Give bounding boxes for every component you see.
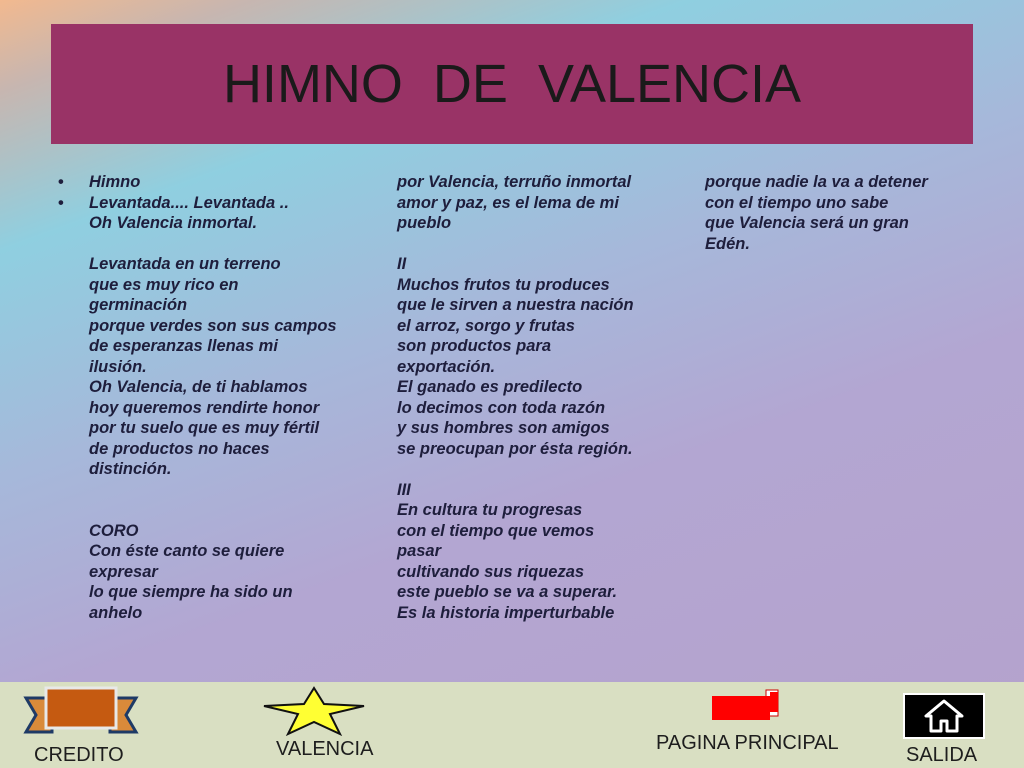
lyric-line: con el tiempo uno sabe bbox=[705, 193, 889, 212]
lyric-line: Himno bbox=[89, 173, 141, 191]
star-icon bbox=[262, 686, 366, 736]
lyric-line: anhelo bbox=[89, 603, 143, 622]
lyric-line: de productos no haces bbox=[89, 439, 270, 458]
credito-label[interactable]: CREDITO bbox=[34, 744, 124, 766]
lyric-line: el arroz, sorgo y frutas bbox=[397, 316, 575, 335]
verse-number: III bbox=[397, 480, 411, 499]
lyric-line: pasar bbox=[397, 542, 442, 560]
lyrics-column-1 bbox=[58, 172, 368, 623]
page-title: HIMNO DE VALENCIA bbox=[222, 54, 802, 114]
bullet-icon: • bbox=[58, 173, 64, 191]
lyric-line: Edén. bbox=[705, 234, 750, 253]
pagina-principal-label[interactable]: PAGINA PRINCIPAL bbox=[656, 732, 839, 754]
lyric-line: Es la historia imperturbable bbox=[397, 603, 615, 622]
lyric-line: pueblo bbox=[397, 214, 452, 232]
lyric-line: lo decimos con toda razón bbox=[397, 398, 606, 417]
valencia-button[interactable] bbox=[262, 686, 366, 736]
lyric-line: Oh Valencia, de ti hablamos bbox=[89, 378, 308, 396]
lyric-line: El ganado es predilecto bbox=[397, 378, 583, 396]
lyric-line: lo que siempre ha sido un bbox=[89, 583, 293, 601]
lyric-line: expresar bbox=[89, 562, 158, 581]
lyric-line: que le sirven a nuestra nación bbox=[397, 296, 634, 314]
lyric-line: con el tiempo que vemos bbox=[397, 521, 595, 540]
lyric-line: hoy queremos rendirte honor bbox=[89, 398, 320, 417]
lyric-line: En cultura tu progresas bbox=[397, 501, 583, 519]
lyric-line: cultivando sus riquezas bbox=[397, 562, 585, 581]
credito-button[interactable] bbox=[22, 684, 140, 740]
home-icon bbox=[924, 698, 964, 734]
bullet-icon: • bbox=[58, 193, 64, 212]
lyric-line: Con éste canto se quiere bbox=[89, 542, 285, 560]
lyric-line: porque verdes son sus campos bbox=[89, 316, 337, 335]
coro-title: CORO bbox=[89, 521, 139, 540]
lyric-line: este pueblo se va a superar. bbox=[397, 583, 618, 601]
lyric-line: Levantada.... Levantada .. bbox=[89, 193, 289, 212]
salida-label[interactable]: SALIDA bbox=[906, 744, 978, 766]
lyric-line: de esperanzas llenas mi bbox=[89, 337, 278, 355]
lyric-line: Muchos frutos tu produces bbox=[397, 275, 610, 294]
footer-nav bbox=[0, 682, 1024, 768]
lyric-line: porque nadie la va a detener bbox=[705, 173, 928, 191]
lyric-line: son productos para bbox=[397, 337, 552, 355]
lyric-line: Levantada en un terreno bbox=[89, 255, 281, 273]
red-flag-icon bbox=[710, 688, 780, 724]
list-item bbox=[58, 172, 368, 193]
lyric-line: que Valencia será un gran bbox=[705, 214, 909, 232]
ribbon-monitor-icon bbox=[22, 684, 140, 740]
valencia-label[interactable]: VALENCIA bbox=[276, 738, 374, 760]
lyric-line: amor y paz, es el lema de mi bbox=[397, 193, 619, 212]
lyric-line: por Valencia, terruño inmortal bbox=[397, 173, 632, 191]
lyrics-column-3 bbox=[705, 172, 995, 254]
lyric-line: ilusión. bbox=[89, 357, 147, 376]
lyric-line: distinción. bbox=[89, 460, 172, 478]
list-item bbox=[58, 193, 368, 624]
lyric-line: germinación bbox=[89, 296, 188, 314]
title-banner bbox=[51, 24, 973, 144]
lyric-line: y sus hombres son amigos bbox=[397, 419, 610, 437]
pagina-principal-button[interactable] bbox=[710, 688, 780, 724]
lyric-line: Oh Valencia inmortal. bbox=[89, 214, 258, 232]
lyrics-column-2 bbox=[397, 172, 687, 623]
lyric-line: por tu suelo que es muy fértil bbox=[89, 419, 320, 437]
lyric-line: exportación. bbox=[397, 357, 496, 376]
salida-button[interactable] bbox=[903, 693, 985, 739]
lyric-line: se preocupan por ésta región. bbox=[397, 439, 633, 458]
verse-number: II bbox=[397, 255, 407, 273]
lyric-line: que es muy rico en bbox=[89, 275, 239, 294]
